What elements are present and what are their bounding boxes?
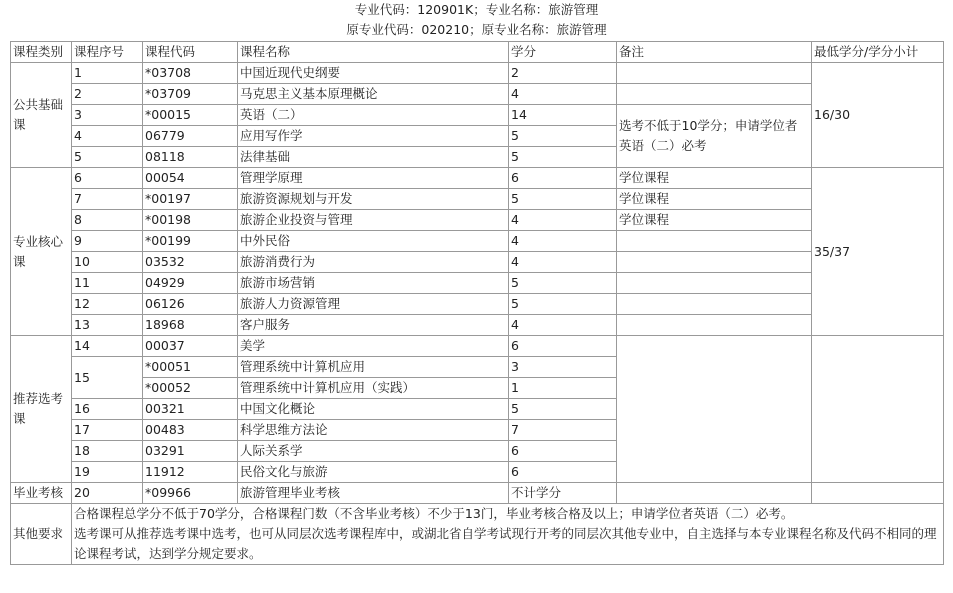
- note-cell: 学位课程: [617, 168, 812, 189]
- name-cell: 马克思主义基本原理概论: [238, 84, 509, 105]
- name-cell: 法律基础: [238, 147, 509, 168]
- credit-cell: 14: [509, 105, 617, 126]
- code-cell: *03709: [143, 84, 238, 105]
- credit-cell: 5: [509, 273, 617, 294]
- credit-cell: 5: [509, 126, 617, 147]
- note-cell: [617, 84, 812, 105]
- seq-cell: 5: [72, 147, 143, 168]
- note-cell: [617, 63, 812, 84]
- seq-cell: 6: [72, 168, 143, 189]
- table-row: [11, 189, 944, 210]
- seq-cell: 18: [72, 441, 143, 462]
- credit-cell: 6: [509, 168, 617, 189]
- credit-cell: 4: [509, 252, 617, 273]
- credit-cell: 2: [509, 63, 617, 84]
- code-cell: 03291: [143, 441, 238, 462]
- note-cell: [617, 315, 812, 336]
- col-header: 课程序号: [72, 42, 143, 63]
- col-header: 最低学分/学分小计: [812, 42, 944, 63]
- table-row: [11, 336, 944, 357]
- code-cell: *00052: [143, 378, 238, 399]
- category-cell: 专业核心课: [11, 168, 72, 336]
- note-cell: [617, 252, 812, 273]
- credit-cell: 1: [509, 378, 617, 399]
- category-cell: 推荐选考课: [11, 336, 72, 483]
- code-cell: 18968: [143, 315, 238, 336]
- seq-cell: 2: [72, 84, 143, 105]
- note-cell: [617, 231, 812, 252]
- category-cell: 毕业考核: [11, 483, 72, 504]
- code-cell: *00051: [143, 357, 238, 378]
- name-cell: 英语（二）: [238, 105, 509, 126]
- subtotal-cell: [812, 483, 944, 504]
- code-cell: 08118: [143, 147, 238, 168]
- former-major-header: 原专业代码：020210；原专业名称：旅游管理: [346, 22, 607, 37]
- category-cell: 其他要求: [11, 504, 72, 565]
- name-cell: 中国近现代史纲要: [238, 63, 509, 84]
- name-cell: 客户服务: [238, 315, 509, 336]
- table-row: [11, 168, 944, 189]
- code-cell: 06779: [143, 126, 238, 147]
- table-row: [11, 210, 944, 231]
- code-cell: *00015: [143, 105, 238, 126]
- name-cell: 人际关系学: [238, 441, 509, 462]
- credit-cell: 7: [509, 420, 617, 441]
- table-row: [11, 84, 944, 105]
- table-row: [11, 294, 944, 315]
- name-cell: 管理系统中计算机应用（实践）: [238, 378, 509, 399]
- code-cell: 11912: [143, 462, 238, 483]
- code-cell: *00197: [143, 189, 238, 210]
- col-header: 课程名称: [238, 42, 509, 63]
- code-cell: 00037: [143, 336, 238, 357]
- note-cell: [617, 483, 812, 504]
- note-cell: [617, 294, 812, 315]
- name-cell: 中外民俗: [238, 231, 509, 252]
- credit-cell: 6: [509, 336, 617, 357]
- requirement-line: 选考课可从推荐选考课中选考，也可从同层次选考课程库中，或湖北省自学考试现行开考的同层次其他专业中，自主选择与本专业课程名称及代码不相同的理论课程考试，达到学分规定要求。: [74, 526, 937, 561]
- seq-cell: 4: [72, 126, 143, 147]
- col-header: 课程类别: [11, 42, 72, 63]
- table-row: [11, 231, 944, 252]
- code-cell: 00054: [143, 168, 238, 189]
- seq-cell: 12: [72, 294, 143, 315]
- col-header: 学分: [509, 42, 617, 63]
- note-cell: 学位课程: [617, 210, 812, 231]
- code-cell: *00198: [143, 210, 238, 231]
- table-row: [11, 252, 944, 273]
- seq-cell: 9: [72, 231, 143, 252]
- table-row: [11, 315, 944, 336]
- name-cell: 应用写作学: [238, 126, 509, 147]
- subtotal-cell: 16/30: [812, 63, 944, 168]
- name-cell: 科学思维方法论: [238, 420, 509, 441]
- credit-cell: 不计学分: [509, 483, 617, 504]
- note-cell: 选考不低于10学分；申请学位者英语（二）必考: [617, 105, 812, 168]
- table-row: [11, 105, 944, 126]
- code-cell: *00199: [143, 231, 238, 252]
- col-header: 备注: [617, 42, 812, 63]
- other-requirements-text: [72, 504, 944, 565]
- credit-cell: 5: [509, 147, 617, 168]
- seq-cell: 1: [72, 63, 143, 84]
- name-cell: 旅游消费行为: [238, 252, 509, 273]
- code-cell: 04929: [143, 273, 238, 294]
- requirement-line: 合格课程总学分不低于70学分，合格课程门数（不含毕业考核）不少于13门，毕业考核合格及以上；申请学位者英语（二）必考。: [74, 506, 794, 521]
- seq-cell: 14: [72, 336, 143, 357]
- name-cell: 中国文化概论: [238, 399, 509, 420]
- name-cell: 旅游企业投资与管理: [238, 210, 509, 231]
- note-cell: 学位课程: [617, 189, 812, 210]
- code-cell: 03532: [143, 252, 238, 273]
- col-header: 课程代码: [143, 42, 238, 63]
- name-cell: 民俗文化与旅游: [238, 462, 509, 483]
- code-cell: 06126: [143, 294, 238, 315]
- seq-cell: 17: [72, 420, 143, 441]
- name-cell: 旅游资源规划与开发: [238, 189, 509, 210]
- seq-cell: 13: [72, 315, 143, 336]
- seq-cell: 11: [72, 273, 143, 294]
- credit-cell: 6: [509, 441, 617, 462]
- credit-cell: 4: [509, 84, 617, 105]
- seq-cell: 10: [72, 252, 143, 273]
- code-cell: *09966: [143, 483, 238, 504]
- credit-cell: 5: [509, 399, 617, 420]
- other-requirements-row: [11, 504, 944, 565]
- major-header: 专业代码：120901K；专业名称：旅游管理: [354, 2, 599, 17]
- code-cell: 00321: [143, 399, 238, 420]
- credit-cell: 5: [509, 294, 617, 315]
- credit-cell: 4: [509, 231, 617, 252]
- credit-cell: 4: [509, 210, 617, 231]
- seq-cell: 16: [72, 399, 143, 420]
- name-cell: 旅游市场营销: [238, 273, 509, 294]
- seq-cell: 7: [72, 189, 143, 210]
- course-table: [10, 41, 944, 565]
- credit-cell: 4: [509, 315, 617, 336]
- note-cell: [617, 273, 812, 294]
- credit-cell: 3: [509, 357, 617, 378]
- seq-cell: 20: [72, 483, 143, 504]
- table-row: [11, 483, 944, 504]
- name-cell: 管理学原理: [238, 168, 509, 189]
- name-cell: 旅游管理毕业考核: [238, 483, 509, 504]
- subtotal-cell: 35/37: [812, 168, 944, 336]
- table-header-row: [11, 42, 944, 63]
- table-row: [11, 273, 944, 294]
- code-cell: 00483: [143, 420, 238, 441]
- seq-cell: 15: [72, 357, 143, 399]
- name-cell: 美学: [238, 336, 509, 357]
- subtotal-cell: [812, 336, 944, 483]
- seq-cell: 8: [72, 210, 143, 231]
- note-cell: [617, 336, 812, 483]
- table-row: [11, 63, 944, 84]
- name-cell: 旅游人力资源管理: [238, 294, 509, 315]
- category-cell: 公共基础课: [11, 63, 72, 168]
- credit-cell: 6: [509, 462, 617, 483]
- seq-cell: 3: [72, 105, 143, 126]
- seq-cell: 19: [72, 462, 143, 483]
- name-cell: 管理系统中计算机应用: [238, 357, 509, 378]
- code-cell: *03708: [143, 63, 238, 84]
- credit-cell: 5: [509, 189, 617, 210]
